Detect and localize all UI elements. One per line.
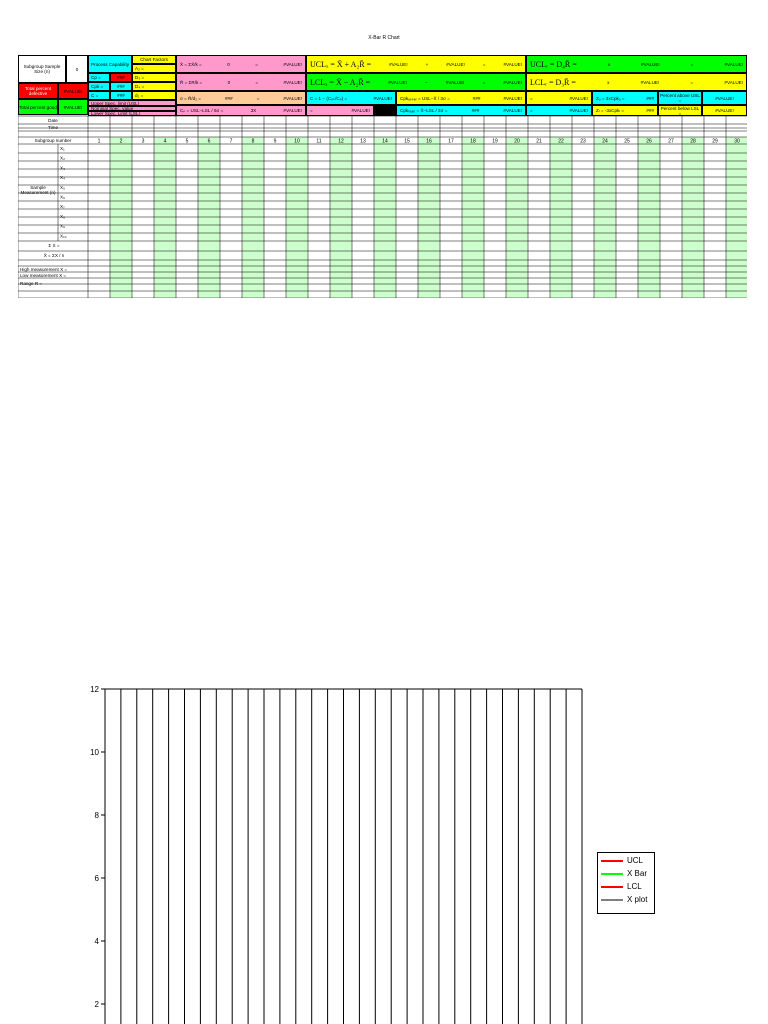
measurement-row-label: X₂ bbox=[60, 155, 65, 161]
subgroup-number: 3 bbox=[141, 138, 145, 145]
subgroup-number: 13 bbox=[360, 138, 366, 145]
measurement-row-label: X₅ bbox=[60, 184, 65, 190]
subgroup-number: 6 bbox=[207, 138, 211, 145]
pct-row-blank: = #VALUE! bbox=[306, 105, 374, 116]
lcl-x-formula: LCLₓ = X̄ − A₂R̄ = #VALUE! − #VALUE! = #VALUE! bbox=[306, 73, 526, 91]
subgroup-number: 21 bbox=[536, 138, 542, 145]
document-title: X-Bar R Chart bbox=[368, 35, 400, 41]
measurement-row-label: X₃ bbox=[60, 165, 65, 171]
measurement-row-label: X₁ bbox=[60, 146, 65, 151]
measurement-row-label: X₁₀ bbox=[60, 233, 67, 239]
pct-below-value: #VALUE! bbox=[702, 105, 747, 116]
subgroup-number: 8 bbox=[251, 138, 255, 145]
subgroup-number: 15 bbox=[404, 138, 410, 145]
legend-item bbox=[601, 868, 651, 879]
d3-label: D₃ = bbox=[132, 73, 176, 82]
value-upper: = #VALUE! bbox=[526, 91, 592, 105]
subgroup-number: 29 bbox=[712, 138, 718, 145]
y-tick-label: 4 bbox=[94, 937, 99, 946]
measurement-row-label: X₄ bbox=[60, 175, 65, 181]
subgroup-number: 28 bbox=[690, 138, 696, 145]
xbar-chart bbox=[80, 680, 680, 1024]
subgroup-number: 16 bbox=[426, 138, 432, 145]
c-value: ### bbox=[110, 91, 132, 100]
process-capability-label: Process Capability bbox=[88, 55, 132, 73]
subgroup-number: 2 bbox=[119, 138, 123, 145]
total-defective-label: Total percent defective bbox=[18, 83, 58, 99]
subgroup-number: 11 bbox=[316, 138, 322, 145]
subgroup-number: 23 bbox=[580, 138, 586, 145]
subgroup-sample-size-label: Subgroup Sample Size (n) bbox=[18, 55, 66, 83]
y-tick-label: 12 bbox=[90, 685, 99, 694]
mean-label: X̄ = ΣX / n bbox=[43, 253, 65, 258]
y-tick-label: 10 bbox=[90, 748, 99, 757]
subgroup-number: 17 bbox=[448, 138, 454, 145]
measurement-row-label: X₇ bbox=[60, 204, 65, 210]
d4-label: D₄ = bbox=[132, 82, 176, 91]
rbar-formula: R̄ = ΣR/k = 0 = #VALUE! bbox=[176, 73, 306, 91]
measurement-row-label: X₈ bbox=[60, 213, 65, 219]
d2-label: d₂ = bbox=[132, 91, 176, 100]
subgroup-number: 24 bbox=[602, 138, 608, 145]
subgroup-number: 30 bbox=[734, 138, 740, 145]
subgroup-sample-size-value[interactable]: 0 bbox=[66, 55, 88, 83]
subgroup-number: 9 bbox=[273, 138, 277, 145]
cp-label: Cp = bbox=[88, 73, 110, 82]
measurement-row-label: X₆ bbox=[60, 194, 65, 200]
subgroup-number: 7 bbox=[229, 138, 233, 145]
cpk-label: Cpk = bbox=[88, 82, 110, 91]
cp-formula: Cₚ = USL−LSL / 6σ = 3X #VALUE! bbox=[176, 105, 306, 116]
measurement-grid bbox=[18, 55, 747, 298]
subgroup-number: 25 bbox=[624, 138, 630, 145]
subgroup-number: 27 bbox=[668, 138, 674, 145]
c-formula: C = 1 − (Cₚₖ/Cₚ) = #VALUE! bbox=[306, 91, 396, 105]
subgroup-number: 18 bbox=[470, 138, 476, 145]
legend-label: UCL bbox=[627, 856, 644, 865]
sample-measurement-label: Sample Measurement (n) bbox=[20, 185, 56, 195]
cp-value: ### bbox=[110, 73, 132, 82]
subgroup-number-label: Subgroup number bbox=[34, 138, 72, 143]
chart-svg bbox=[80, 680, 680, 1024]
ucl-r-formula: UCLᵣ = D₄R̄ = x #VALUE! = #VALUE! bbox=[526, 55, 747, 73]
lsl-label: Lower Spec. Limit (LSL) bbox=[88, 111, 176, 116]
subgroup-number: 1 bbox=[97, 138, 101, 145]
legend-item bbox=[601, 855, 651, 866]
cpk-lower-formula: Cpkₗₒᵤₑᵣ = X̄−LSL / 3σ = ### #VALUE! bbox=[396, 105, 526, 116]
zl-label: Zₗ = -3xCpkₗ = ### bbox=[592, 105, 658, 116]
range-label: Range R = bbox=[20, 280, 43, 286]
total-defective-value: #VALUE! bbox=[58, 83, 88, 99]
legend-label: X plot bbox=[627, 895, 648, 904]
subgroup-number: 5 bbox=[185, 138, 189, 145]
total-good-value: #VALUE! bbox=[58, 99, 88, 115]
sigma-formula: σ = R̄/d₂ = ### = #VALUE! bbox=[176, 91, 306, 105]
legend-swatch bbox=[601, 873, 623, 875]
subgroup-number: 4 bbox=[163, 138, 167, 145]
xbar-r-worksheet bbox=[18, 55, 747, 298]
legend-label: X Bar bbox=[627, 869, 648, 878]
ucl-x-formula: UCLₓ = X̄ + A₂R̄ = #VALUE! + #VALUE! = #VALUE! bbox=[306, 55, 526, 73]
chart-factors-label: Chart Factors bbox=[132, 55, 176, 64]
subgroup-number: 10 bbox=[294, 138, 300, 145]
subgroup-number: 14 bbox=[382, 138, 388, 145]
measurement-row-label: X₉ bbox=[60, 223, 65, 229]
date-label: Date bbox=[48, 117, 58, 123]
sum-label: Σ X = bbox=[48, 243, 60, 248]
legend-item bbox=[601, 881, 651, 892]
lcl-r-formula: LCLᵣ = D₃R̄ = x #VALUE! = #VALUE! bbox=[526, 73, 747, 91]
pct-above-label: Percent above USL = bbox=[658, 91, 702, 105]
pct-below-label: Percent below LSL = bbox=[658, 105, 702, 116]
zu-label: Zᵤ = 3xCpkᵤ = ### bbox=[592, 91, 658, 105]
xbarbar-formula: X̄ = ΣX̄/k = 0 = #VALUE! bbox=[176, 55, 306, 73]
subgroup-number: 12 bbox=[338, 138, 344, 145]
time-label: Time bbox=[47, 125, 59, 130]
legend-item bbox=[601, 894, 651, 905]
legend-swatch bbox=[601, 886, 623, 888]
cpk-value: ### bbox=[110, 82, 132, 91]
y-tick-label: 6 bbox=[94, 874, 99, 883]
total-good-label: Total percent good bbox=[18, 99, 58, 115]
chart-legend bbox=[597, 852, 655, 914]
legend-swatch bbox=[601, 860, 623, 862]
c-label: C = bbox=[88, 91, 110, 100]
y-tick-label: 8 bbox=[94, 811, 99, 820]
subgroup-number: 22 bbox=[558, 138, 564, 145]
legend-swatch bbox=[601, 899, 623, 901]
subgroup-number: 19 bbox=[492, 138, 498, 145]
a2-label: A₂ = bbox=[132, 64, 176, 73]
pct-above-value: #VALUE! bbox=[702, 91, 747, 105]
legend-label: LCL bbox=[627, 882, 642, 891]
cpk-upper-formula: Cpkᵤₚₚₑᵣ = USL−X̄ / 3σ = ### #VALUE! bbox=[396, 91, 526, 105]
value-lower: = #VALUE! bbox=[526, 105, 592, 116]
y-tick-label: 2 bbox=[94, 1000, 99, 1009]
nominal-label: Nominal Spec. value bbox=[88, 106, 176, 111]
high-measurement-label: High measurement X = bbox=[20, 266, 68, 272]
low-measurement-label: Low measurement X = bbox=[20, 272, 67, 278]
subgroup-number: 20 bbox=[514, 138, 520, 145]
subgroup-number: 26 bbox=[646, 138, 652, 145]
usl-label: Upper Spec. limit (USL) bbox=[88, 100, 176, 106]
